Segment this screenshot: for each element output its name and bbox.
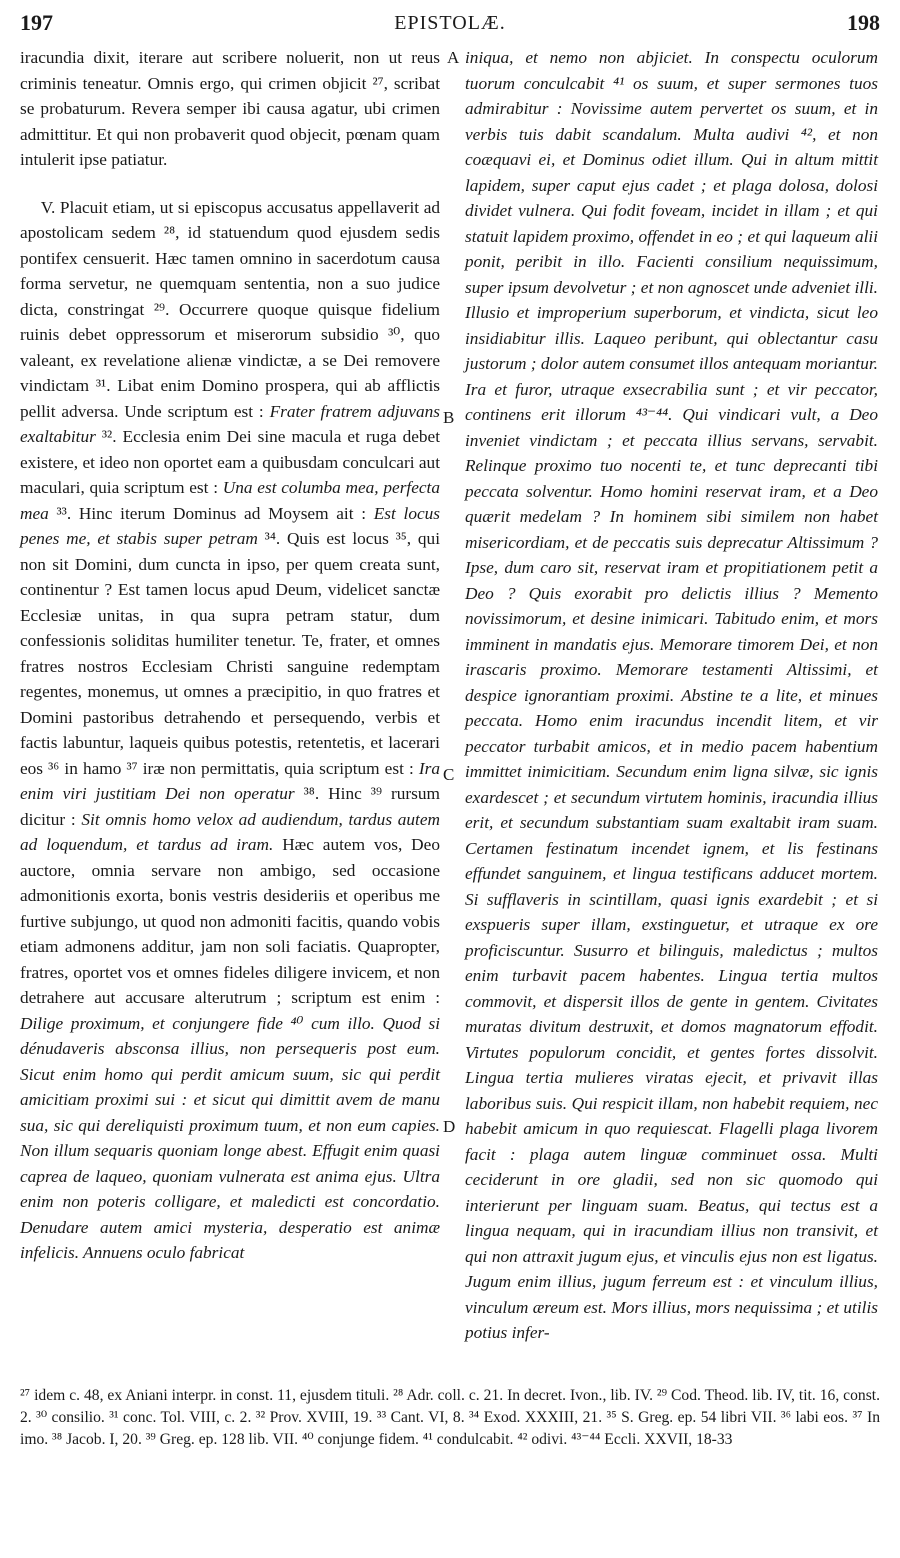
section-marker-a: A xyxy=(447,48,460,67)
page-number-right: 198 xyxy=(847,10,880,35)
text-run: ³⁸. Hinc ³⁹ rursum dicitur : xyxy=(20,784,440,829)
page-header xyxy=(20,10,880,40)
text-run: ³². Ecclesia enim Dei sine macula et ruga debet existere, et ideo non oportet eam a quibusdam conculcari aut maculari, quia scriptum est : xyxy=(20,427,440,497)
section-marker-d: D xyxy=(443,1117,456,1136)
text-run: ³³. Hinc iterum Dominus ad Moysem ait : xyxy=(48,503,374,523)
page-number-left: 197 xyxy=(20,10,53,35)
running-title: EPISTOLÆ. xyxy=(394,12,506,34)
section-marker-c: C xyxy=(443,765,455,784)
paragraph xyxy=(20,195,440,1266)
quotation: Sit omnis homo velox ad audiendum, tardus autem ad loquendum, et tardus ad iram. xyxy=(20,809,440,854)
section-marker-b: B xyxy=(443,408,455,427)
text-run: Hæc autem vos, Deo auctore, omnia servare non ambigo, sed occasione admonitionis exorta, bonis vestris desideriis et operibus me furtive subjungo, ut quod non admoniti facitis, quando vobis etiam admonens additur, jam non soli faciatis. Quapropter, fratres, oportet vos et omnes fideles diligere invicem, et non detrahere aut accusare alterutrum ; scriptum est enim : xyxy=(20,835,440,1007)
quotation: Est locus penes me, et stabis super petram xyxy=(20,503,440,548)
right-column xyxy=(465,45,878,1346)
footnotes xyxy=(20,1385,880,1451)
paragraph: iniqua, et nemo non abjiciet. In conspectu oculorum tuorum conculcabit ⁴¹ os suum, et super sermones tuos admirabitur : Novissime autem pervertet os suum, et in verbis tuis dabit scandalum. Multa audivi ⁴², et non coæquavi ei, et Dominus odiet illum. Qui in altum mittit lapidem, super caput ejus cadet ; et plaga dolosa, dolosi dividet vulnera. Qui fodit foveam, incidet in illam ; et qui statuit lapidem proximo, offendet in eo ; et qui laqueum alii ponit, peribit in illo. Facienti consilium nequissimum, super ipsum devolvetur ; et non agnoscet unde adveniet illi. Illusio et improperium superborum, et vindicta, sicut leo insidiabitur illis. Laqueo peribunt, qui oblectantur casu justorum ; dolor autem consumet illos antequam moriantur. Ira et furor, utraque exsecrabilia sunt ; et vir peccator, continens erit illorum ⁴³⁻⁴⁴. Qui vindicari vult, a Deo inveniet vindictam ; et peccata illius servans, servabit. Relinque proximo tuo nocenti te, et tunc deprecanti tibi peccata solventur. Homo homini reservat iram, et a Deo quærit medelam ? In hominem sibi similem non habet misericordiam, et de peccatis suis deprecatur Altissimum ? Ipse, dum caro sit, reservat iram et propitiationem petit a Deo ? Quis exorabit pro delictis illius ? Memento novissimorum, et desine inimicari. Tabitudo enim, et mors imminent in mandatis ejus. Memorare timorem Dei, et non irascaris proximo. Memorare testamenti Altissimi, et despice ignorantiam proximi. Abstine te a lite, et minues peccata. Homo enim iracundus incendit litem, et vir peccator turbabit amicos, et in medio pacem habentium immittet inimicitiam. Secundum enim ligna silvæ, sic ignis exardescet ; et secundum virtutem hominis, iracundia illius erit, et secundum substantiam suam exaltabit iram suam. Certamen festinatum incendet ignem, et lis festinans effundet sanguinem, et lingua testificans adducet mortem. Si sufflaveris in scintillam, quasi ignis exardebit ; et si exspueris super illam, exstinguetur, et utraque ex ore proficiscuntur. Susurro et bilinguis, maledictus ; multos enim turbavit pacem habentes. Lingua tertia multos commovit, et dispersit illos de gente in gentem. Civitates muratas divitum destruxit, et domos magnatorum effodit. Virtutes populorum concidit, et gentes fortes dissolvit. Lingua tertia mulieres viratas ejecit, et privavit illas laboribus suis. Qui respicit illam, non habebit requiem, nec habebit amicum in quo requiescat. Flagelli plaga livorem facit : plaga autem linguæ comminuet ossa. Multi ceciderunt in ore gladii, sed non sic quomodo qui interierunt per linguam suam. Beatus, qui tectus est a lingua nequam, qui in iracundiam illius non transivit, et qui non attraxit jugum ejus, et vinculis ejus non est ligatus. Jugum enim illius, jugum ferreum est : et vinculum illius, vinculum æreum est. Mors illius, mors nequissima ; et utilis potius infer- xyxy=(465,48,878,1342)
quotation: Frater fratrem adjuvans exaltabitur xyxy=(20,401,440,446)
text-run: ³⁴. Quis est locus ³⁵, qui non sit Domini, dum cuncta in ipso, per quem creata sunt, continentur ? Est tamen locus apud Deum, videlicet sanctæ Ecclesiæ unitas, in qua supra petram statur, dum confessionis soliditas humiliter tenetur. Te, frater, et omnes fratres nostros Ecclesiam Christi sanguine redemptam regentes, monemus, ut omnes a præcipitio, in quo fratres et Domini pastoribus detrahendo et persequendo, verbis et factis labuntur, laqueis quibus potestis, retentetis, et lacerari eos ³⁶ in hamo ³⁷ iræ non permittatis, quia scriptum est : xyxy=(20,529,440,778)
quotation: Dilige proximum, et conjungere fide ⁴⁰ cum illo. Quod si dénudaveris absconsa illius, non persequeris post eum. Sicut enim homo qui perdit amicum suum, sic qui perdit amicitiam proximi sui : et sicut qui dimittit avem de manu sua, sic qui dereliquisti proximum tuum, et non eum capies. Non illum sequaris quoniam longe abest. Effugit enim quasi caprea de laqueo, quoniam vulnerata est anima ejus. Ultra enim non poteris colligare, et maledicti est concordatio. Denudare autem amici mysteria, desperatio est animæ infelicis. Annuens oculo fabricat xyxy=(20,1013,440,1262)
quotation: Ira enim viri justitiam Dei non operatur xyxy=(20,758,440,803)
paragraph: iracundia dixit, iterare aut scribere noluerit, non ut reus criminis teneatur. Omnis ergo, qui crimen objicit ²⁷, scribat se probaturum. Revera semper ibi causa agatur, ubi crimen admittitur. Et qui non probaverit quod objecit, pœnam quam intulerit ipse patiatur. xyxy=(20,48,440,169)
quotation: Una est columba mea, perfecta mea xyxy=(20,478,441,523)
left-column xyxy=(20,45,440,1266)
text-run: V. Placuit etiam, ut si episcopus accusatus appellaverit ad apostolicam sedem ²⁸, id statuendum quod ejusdem sedis pontifex censuerit. Hæc tamen omnino in sacerdotum causa forma servetur, ne quemquam sententia, non a suo judice dicta, constringat ²⁹. Occurrere quoque quisque fidelium ruinis debet oppressorum et miserorum subsidio ³⁰, quo valeant, ex revelatione alienæ vindictæ, a se Dei removere vindictam ³¹. Libat enim Domino prospera, qui ab afflictis pellit adversa. Unde scriptum est : xyxy=(20,197,440,421)
footnote-text: ²⁷ idem c. 48, ex Aniani interpr. in const. 11, ejusdem tituli. ²⁸ Adr. coll. c. 21. In decret. Ivon., lib. IV. ²⁹ Cod. Theod. lib. IV, tit. 16, const. 2. ³⁰ consilio. ³¹ conc. Tol. VIII, c. 2. ³² Prov. XVIII, 19. ³³ Cant. VI, 8. ³⁴ Exod. XXXIII, 21. ³⁵ S. Greg. ep. 54 libri VII. ³⁶ labi eos. ³⁷ In imo. ³⁸ Jacob. I, 20. ³⁹ Greg. ep. 128 lib. VII. ⁴⁰ conjunge fidem. ⁴¹ condulcabit. ⁴² odivi. ⁴³⁻⁴⁴ Eccli. XXVII, 18-33 xyxy=(20,1387,880,1448)
